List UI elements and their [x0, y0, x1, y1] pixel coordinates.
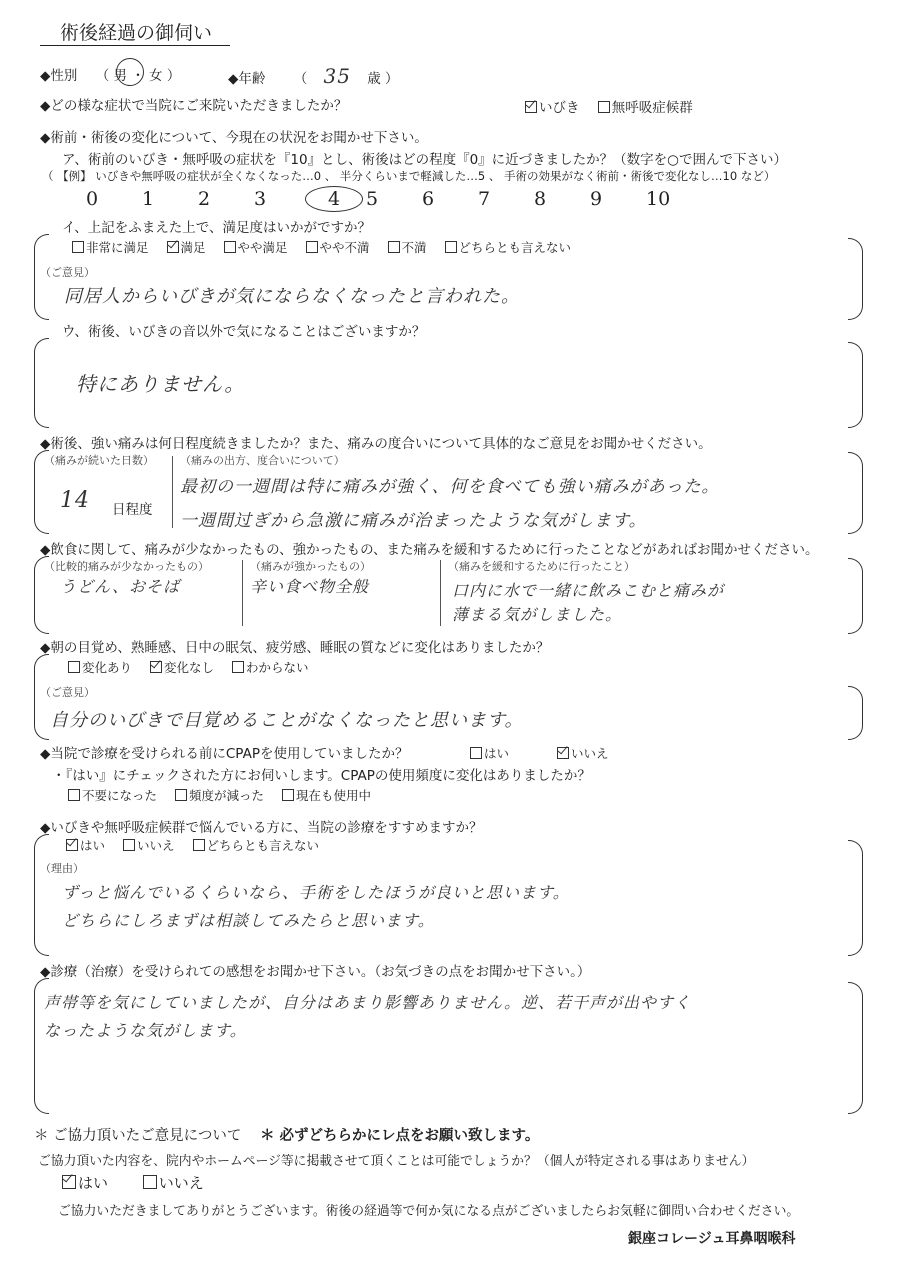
sat-option-somewhat-satisfied[interactable]: [224, 238, 288, 256]
concern-bracket-right: [848, 342, 863, 428]
scale-3[interactable]: 3: [254, 188, 267, 210]
symptom-question: ◆どの様な症状で当院にご来院いただきましたか？: [40, 98, 348, 114]
satisfaction-opinion-label: （ご意見）: [40, 266, 95, 279]
sat-option-satisfied[interactable]: [167, 238, 206, 256]
consent-option-no[interactable]: [143, 1172, 204, 1193]
other-concern-question: ウ、術後、いびきの音以外で気になることはございますか？: [62, 324, 426, 340]
change-scale: [86, 186, 702, 212]
symptom-option-snoring[interactable]: [525, 96, 580, 116]
change-item-a: ア、術前のいびき・無呼吸の症状を『10』とし、術後はどの程度『0』に近づきましたか？（数字を○で囲んで下さい）: [62, 152, 787, 168]
recommend-reason-line1[interactable]: ずっと悩んでいるくらいなら、手術をしたほうが良いと思います。: [62, 883, 570, 902]
clinic-name: 銀座コレージュ耳鼻咽喉科: [628, 1231, 796, 1247]
pain-days-value[interactable]: 14: [60, 488, 90, 513]
impression-bracket-right: [848, 982, 863, 1114]
checkbox-icon[interactable]: [72, 241, 84, 253]
recommend-option-yes[interactable]: [66, 836, 105, 854]
gender-options[interactable]: （ 男 ・ 女 ）: [95, 68, 181, 84]
consent-star-note: ＊ ご協力頂いたご意見について: [34, 1128, 242, 1144]
consent-heading: [34, 1124, 539, 1145]
age-label: ◆年齢: [228, 71, 266, 87]
sat-option-neither[interactable]: [445, 238, 572, 256]
symptom-options: [525, 96, 707, 116]
thanks-message: ご協力いただきましてありがとうございます。術後の経過等で何か気になる点がございましたらお気軽に御問い合わせください。: [58, 1204, 800, 1219]
checkbox-checked-icon[interactable]: [62, 1175, 76, 1189]
satisfaction-question: イ、上記をふまえた上で、満足度はいかがですか？: [62, 220, 372, 236]
recommend-option-no[interactable]: [123, 836, 175, 854]
sleep-opinion-label: （ご意見）: [40, 686, 95, 699]
pain-question: ◆術後、強い痛みは何日程度続きましたか？また、痛みの度合いについて具体的なご意見をお聞かせください。: [40, 436, 712, 452]
option-label: はい: [484, 746, 510, 761]
scale-2[interactable]: 2: [198, 188, 211, 210]
checkbox-checked-icon[interactable]: [167, 241, 179, 253]
option-label: いいえ: [158, 1174, 204, 1192]
option-label: 現在も使用中: [296, 788, 372, 803]
scale-9[interactable]: 9: [590, 188, 603, 210]
option-label: はい: [78, 1174, 109, 1192]
scale-selected-4[interactable]: 4: [305, 186, 363, 212]
checkbox-checked-icon[interactable]: [557, 747, 569, 759]
age-row: [228, 64, 399, 88]
age-open: （: [293, 71, 308, 87]
sat-option-somewhat-dissatisfied[interactable]: [306, 238, 370, 256]
food-relief-label: （痛みを緩和するために行ったこと）: [448, 560, 635, 573]
change-example: （ 【例】 いびきや無呼吸の症状が全くなくなった…0 、 半分くらいまで軽減した…5 、 手術の効果がなく術前・術後で変化なし…10 など）: [42, 169, 776, 183]
food-relief-line2[interactable]: 薄まる気がしました。: [452, 605, 623, 624]
pain-bracket-right: [848, 452, 863, 534]
option-label: 不満: [401, 240, 427, 255]
cpap-option-no[interactable]: [557, 744, 609, 762]
gender-row: [40, 64, 180, 84]
sleep-option-changed[interactable]: [68, 658, 132, 676]
recommend-reason-label: （理由）: [40, 862, 84, 875]
cpap-followup-options: [68, 786, 385, 804]
checkbox-icon[interactable]: [598, 101, 610, 113]
sat-option-dissatisfied[interactable]: [388, 238, 427, 256]
option-label: 満足: [180, 240, 206, 255]
recommend-reason-line2[interactable]: どちらにしろまずは相談してみたらと思います。: [62, 911, 435, 930]
pain-divider: [172, 456, 173, 528]
scale-10[interactable]: 10: [646, 188, 671, 210]
pain-days-unit: 日程度: [112, 502, 153, 518]
consent-option-yes[interactable]: [62, 1172, 108, 1193]
option-label: どちらとも言えない: [458, 240, 572, 255]
option-label: 無呼吸症候群: [611, 100, 693, 116]
option-label: わからない: [246, 660, 309, 675]
cpap-options: [470, 744, 623, 762]
option-label: やや不満: [319, 240, 370, 255]
checkbox-checked-icon[interactable]: [525, 101, 537, 113]
recommend-bracket-right: [848, 840, 863, 956]
checkbox-checked-icon[interactable]: [66, 839, 78, 851]
other-concern-answer[interactable]: 特にありません。: [76, 372, 246, 396]
symptom-option-apnea[interactable]: [598, 96, 693, 116]
sleep-bracket-right: [848, 686, 863, 740]
gender-label: ◆性別: [40, 68, 78, 84]
satisfaction-opinion[interactable]: 同居人からいびきが気にならなくなったと言われた。: [64, 286, 520, 307]
sleep-option-unknown[interactable]: [232, 658, 309, 676]
change-question: ◆術前・術後の変化について、今現在の状況をお聞かせ下さい。: [40, 130, 428, 146]
recommend-bracket-left: [34, 834, 49, 956]
scale-1[interactable]: 1: [142, 188, 155, 210]
pain-degree-label: （痛みの出方、度合いについて）: [180, 454, 345, 467]
sleep-opinion[interactable]: 自分のいびきで目覚めることがなくなったと思います。: [50, 710, 524, 731]
checkbox-icon[interactable]: [68, 789, 80, 801]
food-bracket-right: [848, 558, 863, 634]
option-label: いびき: [539, 100, 580, 116]
checkbox-icon[interactable]: [306, 241, 318, 253]
checkbox-icon[interactable]: [193, 839, 205, 851]
food-less-value[interactable]: うどん、おそば: [60, 577, 180, 596]
checkbox-checked-icon[interactable]: [150, 661, 162, 673]
option-label: いいえ: [571, 746, 609, 761]
cpap-option-reduced[interactable]: [175, 786, 264, 804]
option-label: どちらとも言えない: [206, 838, 320, 853]
checkbox-icon[interactable]: [388, 241, 400, 253]
option-label: 不要になった: [82, 788, 158, 803]
concern-bracket-left: [34, 338, 49, 428]
scale-7[interactable]: 7: [478, 188, 491, 210]
checkbox-icon[interactable]: [68, 661, 80, 673]
food-less-label: （比較的痛みが少なかったもの）: [44, 560, 209, 573]
impression-line2[interactable]: なったような気がします。: [44, 1021, 247, 1040]
checkbox-icon[interactable]: [470, 747, 482, 759]
food-question: ◆飲食に関して、痛みが少なかったもの、強かったもの、また痛みを緩和するために行ったことなどがあればお聞かせください。: [40, 542, 819, 558]
option-label: 変化あり: [82, 660, 133, 675]
checkbox-icon[interactable]: [123, 839, 135, 851]
cpap-followup: ・『はい』にチェックされた方にお伺いします。CPAPの使用頻度に変化はありましたか？: [52, 768, 591, 784]
checkbox-icon[interactable]: [143, 1175, 157, 1189]
pain-degree-line2[interactable]: 一週間过ぎから急激に痛みが治まったような気がします。: [180, 511, 647, 531]
food-strong-value[interactable]: 辛い食べ物全般: [250, 577, 370, 596]
scale-0[interactable]: 0: [86, 188, 99, 210]
pain-degree-line1[interactable]: 最初の一週間は特に痛みが強く、何を食べても強い痛みがあった。: [180, 477, 720, 497]
sat-option-very-satisfied[interactable]: [72, 238, 149, 256]
gender-selected-circle: [116, 58, 144, 86]
recommend-option-neither[interactable]: [193, 836, 320, 854]
food-divider-2: [440, 560, 441, 626]
checkbox-icon[interactable]: [224, 241, 236, 253]
recommend-options: [66, 836, 333, 854]
checkbox-icon[interactable]: [175, 789, 187, 801]
scale-8[interactable]: 8: [534, 188, 547, 210]
title-underline: [40, 45, 230, 46]
scale-4[interactable]: [310, 186, 366, 212]
option-label: 頻度が減った: [189, 788, 265, 803]
food-divider-1: [242, 560, 243, 626]
impression-line1[interactable]: 声帯等を気にしていましたが、自分はあまり影響ありません。逆、若干声が出やすく: [44, 993, 691, 1012]
option-label: 非常に満足: [86, 240, 149, 255]
food-strong-label: （痛みが強かったもの）: [250, 560, 371, 573]
option-label: いいえ: [137, 838, 175, 853]
cpap-option-unneeded[interactable]: [68, 786, 157, 804]
food-relief-line1[interactable]: 口内に水で一緒に飲みこむと痛みが: [452, 581, 725, 600]
cpap-option-yes[interactable]: [470, 744, 509, 762]
option-label: 変化なし: [164, 660, 215, 675]
sleep-options: [68, 658, 323, 676]
age-value[interactable]: 35: [323, 64, 351, 88]
scale-5[interactable]: 5: [366, 188, 379, 210]
checkbox-icon[interactable]: [282, 789, 294, 801]
consent-options: [62, 1172, 218, 1193]
sleep-option-no-change[interactable]: [150, 658, 214, 676]
satisfaction-options: [72, 238, 585, 256]
cpap-option-still-using[interactable]: [282, 786, 371, 804]
impression-question: ◆診療（治療）を受けられての感想をお聞かせ下さい。（お気づきの点をお聞かせ下さい。）: [40, 964, 591, 980]
cpap-question: ◆当院で診療を受けられる前にCPAPを使用していましたか？: [40, 746, 409, 762]
age-unit: 歳 ）: [367, 71, 399, 87]
option-label: はい: [80, 838, 106, 853]
checkbox-icon[interactable]: [445, 241, 457, 253]
page-title: 術後経過の御伺い: [60, 22, 213, 44]
sleep-question: ◆朝の目覚め、熟睡感、日中の眠気、疲労感、睡眠の質などに変化はありましたか？: [40, 640, 550, 656]
recommend-question: ◆いびきや無呼吸症候群で悩んでいる方に、当院の診療をすすめますか？: [40, 820, 483, 836]
pain-days-label: （痛みが続いた日数）: [44, 454, 154, 467]
satisfaction-bracket-right: [848, 238, 863, 320]
consent-star-required: ＊ 必ずどちらかにレ点をお願い致します。: [259, 1128, 540, 1144]
checkbox-icon[interactable]: [232, 661, 244, 673]
scale-6[interactable]: 6: [422, 188, 435, 210]
consent-question: ご協力頂いた内容を、院内やホームページ等に掲載させて頂くことは可能でしょうか？（個人が特定される事はありません）: [38, 1154, 755, 1169]
option-label: やや満足: [237, 240, 288, 255]
